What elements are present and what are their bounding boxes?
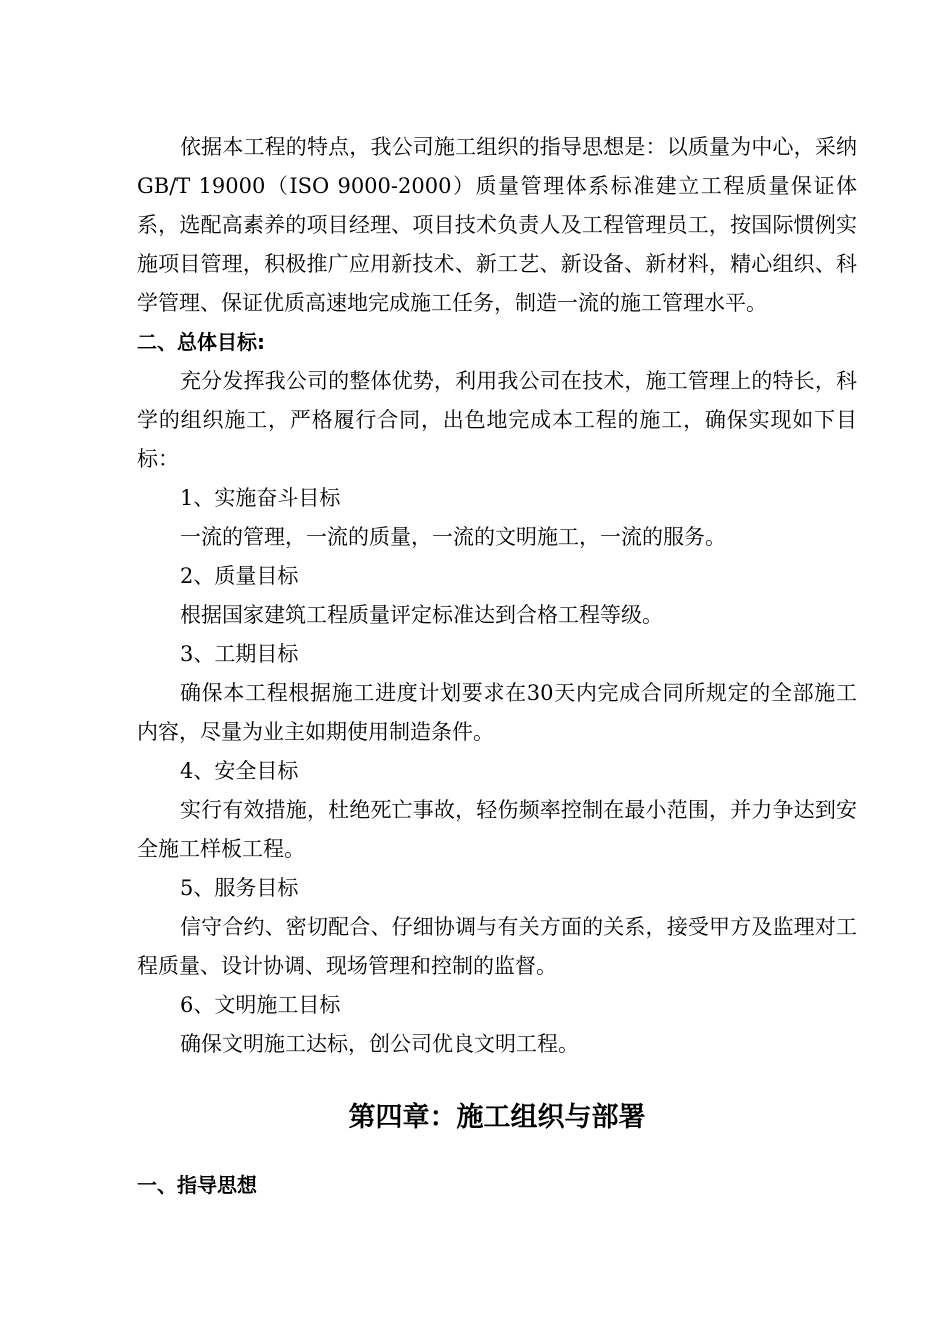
document-page xyxy=(137,128,857,1205)
goal-title-6: 6、文明施工目标 xyxy=(180,993,341,1017)
goal-title-1: 1、实施奋斗目标 xyxy=(180,486,341,510)
goal-text-3: 确保本工程根据施工进度计划要求在30天内完成合同所规定的全部施工内容，尽量为业主如期使用制造条件。 xyxy=(137,681,857,744)
overall-goals-paragraph: 充分发挥我公司的整体优势，利用我公司在技术，施工管理上的特长，科学的组织施工，严格履行合同，出色地完成本工程的施工，确保实现如下目标： xyxy=(137,369,857,471)
intro-paragraph: 依据本工程的特点，我公司施工组织的指导思想是：以质量为中心，采纳GB/T 19000（ISO 9000-2000）质量管理体系标准建立工程质量保证体系，选配高素养的项目经理、项目技术负责人及工程管理员工，按国际惯例实施项目管理，积极推广应用新技术、新工艺、新设备、新材料，精心组织、科学管理、保证优质高速地完成施工任务，制造一流的施工管理水平。 xyxy=(137,135,857,315)
goal-title-3: 3、工期目标 xyxy=(180,642,299,666)
goal-text-1: 一流的管理，一流的质量，一流的文明施工，一流的服务。 xyxy=(180,525,726,549)
chapter-title: 第四章：施工组织与部署 xyxy=(348,1102,646,1133)
goal-text-5: 信守合约、密切配合、仔细协调与有关方面的关系，接受甲方及监理对工程质量、设计协调、现场管理和控制的监督。 xyxy=(137,915,857,978)
goal-title-2: 2、质量目标 xyxy=(180,564,299,588)
goal-text-4: 实行有效措施，杜绝死亡事故，轻伤频率控制在最小范围，并力争达到安全施工样板工程。 xyxy=(137,798,857,861)
goal-title-5: 5、服务目标 xyxy=(180,876,299,900)
goal-title-4: 4、安全目标 xyxy=(180,759,299,783)
goal-text-6: 确保文明施工达标，创公司优良文明工程。 xyxy=(180,1032,579,1056)
section-heading-guiding-ideology: 一、指导思想 xyxy=(137,1173,257,1197)
goal-text-2: 根据国家建筑工程质量评定标准达到合格工程等级。 xyxy=(180,603,663,627)
section-heading-overall-goals: 二、总体目标: xyxy=(137,330,265,354)
